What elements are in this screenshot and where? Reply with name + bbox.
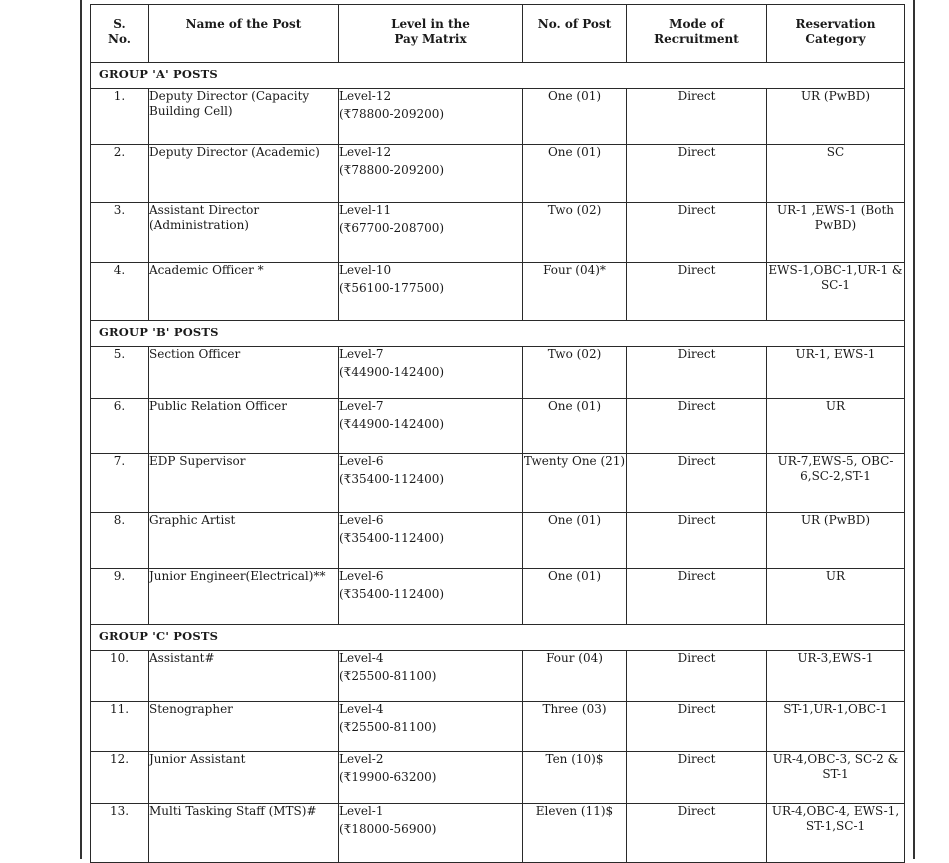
reservation-category: ST-1,UR-1,OBC-1 — [767, 702, 905, 752]
level-label: Level-1 — [339, 804, 384, 818]
reservation-category: UR-3,EWS-1 — [767, 651, 905, 702]
pay-level — [339, 454, 523, 513]
header-res-line2: Category — [805, 32, 866, 46]
pay-range: (₹18000-56900) — [339, 822, 437, 836]
header-sno — [91, 5, 149, 63]
reservation-category: UR-7,EWS-5, OBC-6,SC-2,ST-1 — [767, 454, 905, 513]
header-sno-line2: No. — [108, 32, 131, 46]
table-row — [91, 89, 905, 145]
post-name: Stenographer — [149, 702, 339, 752]
level-label: Level-10 — [339, 263, 392, 277]
recruitment-mode: Direct — [627, 752, 767, 804]
header-reservation — [767, 5, 905, 63]
serial-number: 2. — [91, 145, 149, 203]
pay-range: (₹35400-112400) — [339, 472, 445, 486]
number-of-posts: Eleven (11)$ — [523, 804, 627, 863]
table-row — [91, 651, 905, 702]
post-name: Assistant# — [149, 651, 339, 702]
post-name: Junior Assistant — [149, 752, 339, 804]
table-row — [91, 513, 905, 569]
pay-range: (₹35400-112400) — [339, 587, 445, 601]
post-name: Public Relation Officer — [149, 399, 339, 454]
reservation-category: UR-1, EWS-1 — [767, 347, 905, 399]
post-name: Multi Tasking Staff (MTS)# — [149, 804, 339, 863]
recruitment-mode: Direct — [627, 651, 767, 702]
pay-range: (₹25500-81100) — [339, 669, 437, 683]
pay-level — [339, 569, 523, 625]
group-row — [91, 625, 905, 651]
pay-level — [339, 89, 523, 145]
table-row — [91, 752, 905, 804]
table-row — [91, 263, 905, 321]
level-label: Level-6 — [339, 569, 384, 583]
table-row — [91, 454, 905, 513]
reservation-category: SC — [767, 145, 905, 203]
recruitment-mode: Direct — [627, 702, 767, 752]
table-header — [91, 5, 905, 63]
group-title: GROUP 'A' POSTS — [91, 63, 905, 89]
recruitment-mode: Direct — [627, 804, 767, 863]
pay-range: (₹67700-208700) — [339, 221, 445, 235]
number-of-posts: Twenty One (21) — [523, 454, 627, 513]
number-of-posts: One (01) — [523, 513, 627, 569]
level-label: Level-2 — [339, 752, 384, 766]
header-no-of-post — [523, 5, 627, 63]
number-of-posts: One (01) — [523, 145, 627, 203]
recruitment-mode: Direct — [627, 347, 767, 399]
serial-number: 11. — [91, 702, 149, 752]
serial-number: 7. — [91, 454, 149, 513]
recruitment-mode: Direct — [627, 203, 767, 263]
header-res-line1: Reservation — [795, 17, 876, 31]
number-of-posts: One (01) — [523, 89, 627, 145]
header-name — [149, 5, 339, 63]
post-name: Junior Engineer(Electrical)** — [149, 569, 339, 625]
pay-range: (₹56100-177500) — [339, 281, 445, 295]
pay-level — [339, 651, 523, 702]
number-of-posts: Four (04)* — [523, 263, 627, 321]
serial-number: 12. — [91, 752, 149, 804]
header-mode-line1: Mode of — [669, 17, 724, 31]
post-name: Academic Officer * — [149, 263, 339, 321]
level-label: Level-11 — [339, 203, 392, 217]
serial-number: 1. — [91, 89, 149, 145]
pay-level — [339, 804, 523, 863]
table-row — [91, 203, 905, 263]
pay-level — [339, 702, 523, 752]
header-level-line1: Level in the — [391, 17, 470, 31]
table-body — [91, 63, 905, 863]
number-of-posts: Two (02) — [523, 203, 627, 263]
post-name: Deputy Director (Academic) — [149, 145, 339, 203]
group-row — [91, 63, 905, 89]
post-name: EDP Supervisor — [149, 454, 339, 513]
posts-table — [90, 4, 905, 863]
reservation-category: UR (PwBD) — [767, 89, 905, 145]
serial-number: 9. — [91, 569, 149, 625]
level-label: Level-7 — [339, 399, 384, 413]
level-label: Level-6 — [339, 513, 384, 527]
reservation-category: UR-4,OBC-4, EWS-1, ST-1,SC-1 — [767, 804, 905, 863]
serial-number: 6. — [91, 399, 149, 454]
header-mode — [627, 5, 767, 63]
reservation-category: UR (PwBD) — [767, 513, 905, 569]
pay-level — [339, 145, 523, 203]
group-row — [91, 321, 905, 347]
recruitment-mode: Direct — [627, 513, 767, 569]
header-name-label: Name of the Post — [185, 17, 302, 31]
serial-number: 5. — [91, 347, 149, 399]
reservation-category: UR — [767, 399, 905, 454]
table-row — [91, 145, 905, 203]
serial-number: 4. — [91, 263, 149, 321]
header-sno-line1: S. — [113, 17, 126, 31]
recruitment-mode: Direct — [627, 454, 767, 513]
recruitment-mode: Direct — [627, 569, 767, 625]
reservation-category: UR-4,OBC-3, SC-2 & ST-1 — [767, 752, 905, 804]
pay-range: (₹78800-209200) — [339, 163, 445, 177]
page-border-right — [913, 0, 915, 859]
serial-number: 13. — [91, 804, 149, 863]
reservation-category: UR-1 ,EWS-1 (Both PwBD) — [767, 203, 905, 263]
page-border-left — [80, 0, 82, 859]
pay-range: (₹78800-209200) — [339, 107, 445, 121]
reservation-category: UR — [767, 569, 905, 625]
reservation-category: EWS-1,OBC-1,UR-1 & SC-1 — [767, 263, 905, 321]
number-of-posts: One (01) — [523, 399, 627, 454]
pay-range: (₹19900-63200) — [339, 770, 437, 784]
level-label: Level-4 — [339, 702, 384, 716]
pay-range: (₹25500-81100) — [339, 720, 437, 734]
serial-number: 3. — [91, 203, 149, 263]
header-level — [339, 5, 523, 63]
recruitment-mode: Direct — [627, 263, 767, 321]
post-name: Graphic Artist — [149, 513, 339, 569]
pay-range: (₹44900-142400) — [339, 365, 445, 379]
group-title: GROUP 'B' POSTS — [91, 321, 905, 347]
pay-level — [339, 347, 523, 399]
pay-level — [339, 752, 523, 804]
level-label: Level-4 — [339, 651, 384, 665]
pay-level — [339, 513, 523, 569]
pay-level — [339, 399, 523, 454]
serial-number: 10. — [91, 651, 149, 702]
number-of-posts: Three (03) — [523, 702, 627, 752]
pay-range: (₹44900-142400) — [339, 417, 445, 431]
table-row — [91, 569, 905, 625]
header-no-label: No. of Post — [537, 17, 612, 31]
recruitment-mode: Direct — [627, 89, 767, 145]
post-name: Deputy Director (Capacity Building Cell) — [149, 89, 339, 145]
group-title: GROUP 'C' POSTS — [91, 625, 905, 651]
header-mode-line2: Recruitment — [654, 32, 739, 46]
table-row — [91, 347, 905, 399]
table-row — [91, 804, 905, 863]
post-name: Assistant Director (Administration) — [149, 203, 339, 263]
number-of-posts: Ten (10)$ — [523, 752, 627, 804]
level-label: Level-12 — [339, 89, 392, 103]
level-label: Level-12 — [339, 145, 392, 159]
table-row — [91, 399, 905, 454]
number-of-posts: Two (02) — [523, 347, 627, 399]
serial-number: 8. — [91, 513, 149, 569]
pay-range: (₹35400-112400) — [339, 531, 445, 545]
recruitment-mode: Direct — [627, 399, 767, 454]
level-label: Level-6 — [339, 454, 384, 468]
recruitment-mode: Direct — [627, 145, 767, 203]
pay-level — [339, 263, 523, 321]
number-of-posts: Four (04) — [523, 651, 627, 702]
table-row — [91, 702, 905, 752]
number-of-posts: One (01) — [523, 569, 627, 625]
post-name: Section Officer — [149, 347, 339, 399]
header-level-line2: Pay Matrix — [394, 32, 467, 46]
pay-level — [339, 203, 523, 263]
level-label: Level-7 — [339, 347, 384, 361]
header-row — [91, 5, 905, 63]
